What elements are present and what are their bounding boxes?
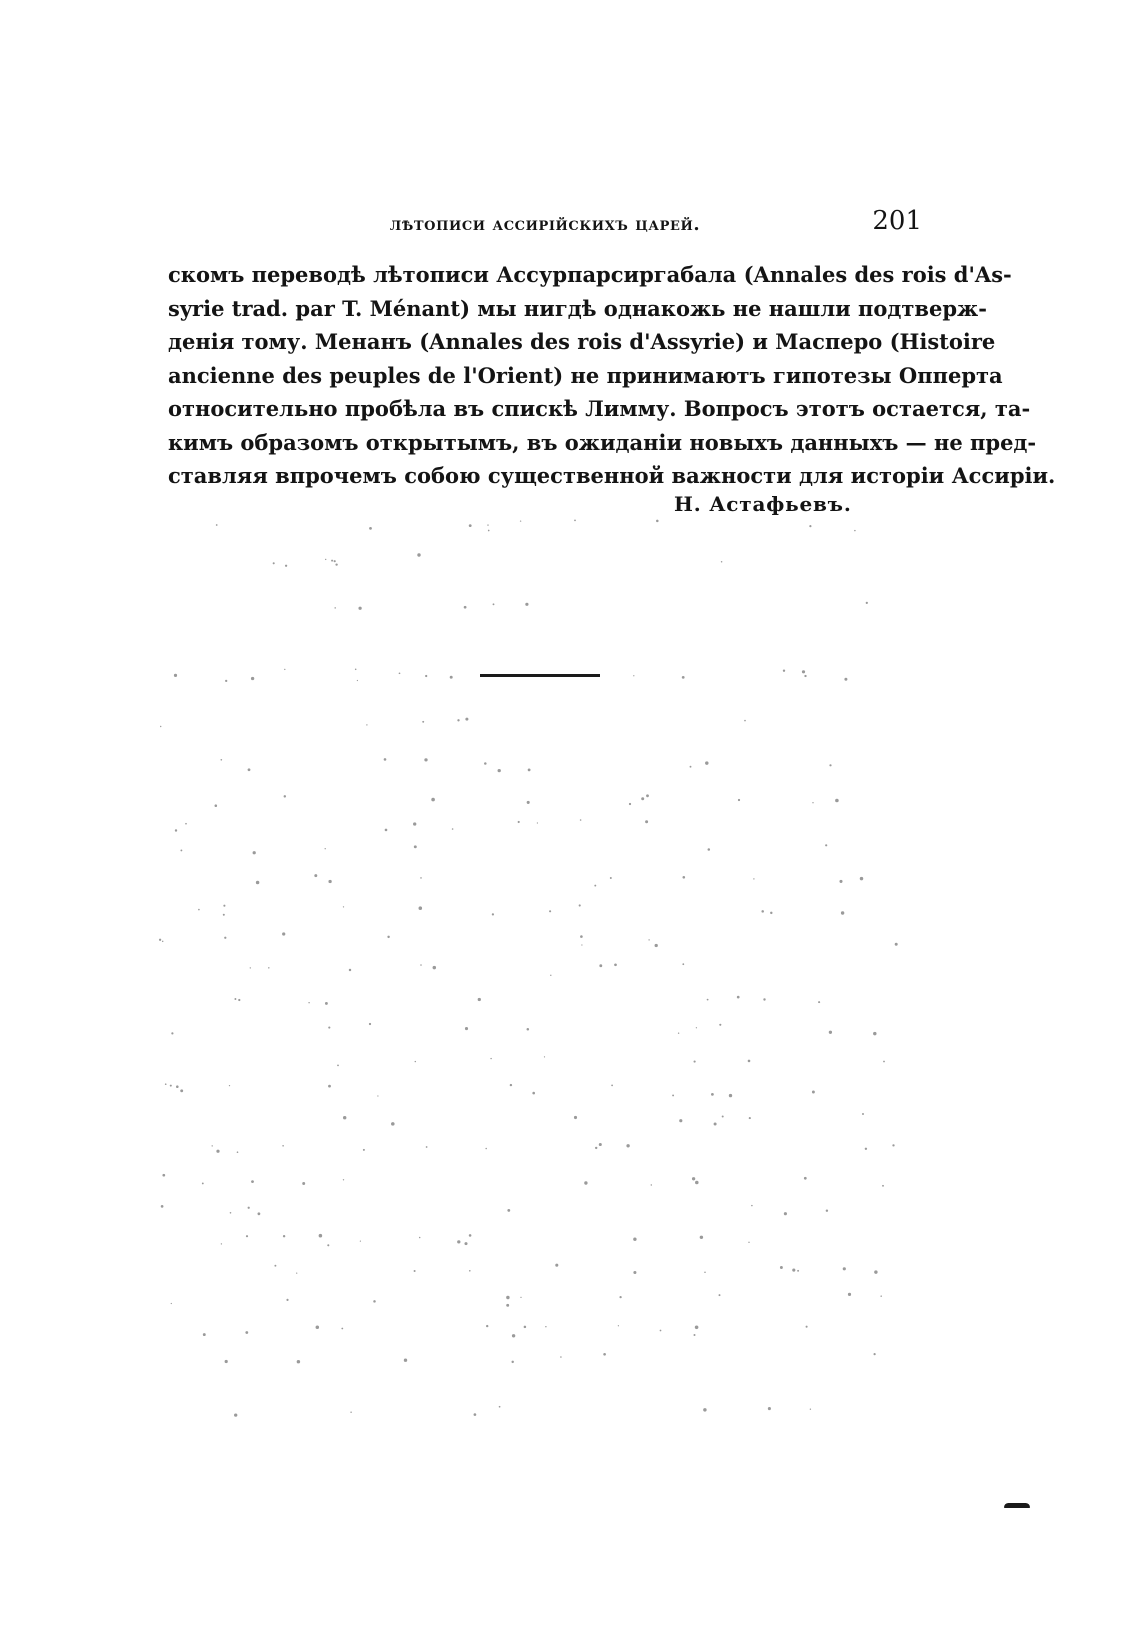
page-number: 201 <box>872 206 922 236</box>
speck <box>761 910 764 913</box>
speck <box>753 878 754 879</box>
speck <box>581 944 582 945</box>
body-paragraph <box>168 258 1056 493</box>
text-line: денія тому. Менанъ (Annales des rois d'Assyrie) и Масперо (Histoire <box>168 329 996 354</box>
speck <box>599 964 602 967</box>
speck <box>413 822 416 825</box>
speck <box>510 1084 512 1086</box>
speck <box>238 999 240 1001</box>
speck <box>826 1209 828 1211</box>
speck <box>492 913 494 915</box>
speck <box>848 1293 851 1296</box>
speck <box>719 1024 721 1026</box>
speck <box>424 758 427 761</box>
speck <box>422 721 424 723</box>
speck <box>486 1325 488 1327</box>
speck <box>331 560 333 562</box>
speck <box>282 932 285 935</box>
speck <box>528 768 531 771</box>
speck <box>841 911 844 914</box>
speck <box>802 670 805 673</box>
speck <box>854 530 855 531</box>
speck <box>327 1244 329 1246</box>
speck <box>579 904 581 906</box>
speck <box>829 1031 832 1034</box>
speck <box>705 761 708 764</box>
speck <box>302 1182 305 1185</box>
speck <box>223 905 225 907</box>
speck <box>707 999 709 1001</box>
speck <box>749 1117 751 1119</box>
speck <box>484 762 487 765</box>
speck <box>507 1209 510 1212</box>
speck <box>274 1265 276 1267</box>
speck <box>334 560 336 562</box>
speck <box>165 1083 167 1085</box>
speck <box>325 1002 328 1005</box>
speck <box>391 1122 395 1126</box>
running-head <box>168 206 922 240</box>
speck <box>420 877 422 879</box>
speck <box>308 1002 309 1003</box>
speck <box>714 1123 717 1126</box>
speck <box>694 1061 696 1063</box>
speck <box>160 726 161 727</box>
speck <box>216 1150 219 1153</box>
speck <box>162 941 163 942</box>
speck <box>524 1326 527 1329</box>
speck <box>202 1182 204 1184</box>
speck <box>648 939 649 940</box>
speck <box>525 603 528 606</box>
speck <box>711 1093 714 1096</box>
speck <box>414 1270 416 1272</box>
speck <box>256 881 260 885</box>
speck <box>469 1270 471 1272</box>
speck <box>258 1212 261 1215</box>
speck <box>171 1032 173 1034</box>
speck <box>285 565 287 567</box>
speck <box>655 944 658 947</box>
speck <box>704 1272 706 1274</box>
speck <box>744 720 746 722</box>
speck <box>363 1149 365 1151</box>
text-line: ставляя впрочемъ собою существенной важности для исторіи Ассиріи. <box>168 463 1056 488</box>
speck <box>343 1116 346 1119</box>
speck <box>633 1271 636 1274</box>
speck <box>506 1304 509 1307</box>
speck <box>892 1144 894 1146</box>
speck <box>457 1240 460 1243</box>
speck <box>682 963 684 965</box>
speck <box>804 1177 807 1180</box>
speck <box>469 1234 472 1237</box>
speck <box>485 1148 487 1150</box>
speck <box>656 520 659 523</box>
speck <box>809 525 811 527</box>
speck <box>683 876 686 879</box>
speck <box>763 998 765 1000</box>
speck <box>248 1207 250 1209</box>
speck <box>419 1237 421 1239</box>
speck <box>818 1001 820 1003</box>
speck <box>369 527 372 530</box>
speck <box>594 885 596 887</box>
speck <box>874 1353 876 1355</box>
speck <box>737 996 740 999</box>
speck <box>703 1408 706 1411</box>
speck <box>646 794 649 797</box>
speck <box>349 969 351 971</box>
speck <box>198 909 200 911</box>
speck <box>245 1331 248 1334</box>
speck <box>450 676 453 679</box>
speck <box>387 936 389 938</box>
speck <box>341 1328 343 1330</box>
speck <box>296 1272 297 1273</box>
speck <box>425 675 427 677</box>
speck <box>537 822 538 823</box>
speck <box>610 877 612 879</box>
speck <box>487 524 488 525</box>
speck <box>426 1146 428 1148</box>
speck <box>224 937 226 939</box>
speck <box>337 1065 339 1067</box>
speck <box>343 1179 344 1180</box>
speck <box>319 1234 323 1238</box>
speck <box>770 912 772 914</box>
speck <box>316 1326 320 1330</box>
speck <box>835 799 839 803</box>
speck <box>229 1085 230 1086</box>
speck <box>358 607 361 610</box>
speck <box>171 1303 172 1304</box>
speck <box>490 1058 491 1059</box>
speck <box>170 1085 172 1087</box>
speck <box>325 559 326 560</box>
speck <box>465 1027 468 1030</box>
speck <box>237 1151 239 1153</box>
speck <box>452 828 454 830</box>
speck <box>797 1270 799 1272</box>
speck <box>618 1325 619 1326</box>
speck <box>180 1089 183 1092</box>
speck <box>768 1407 771 1410</box>
speck <box>431 798 435 802</box>
speck <box>457 719 459 721</box>
speck <box>682 676 685 679</box>
speck <box>843 1267 846 1270</box>
speck <box>784 1212 787 1215</box>
speck <box>417 553 420 556</box>
speck <box>350 1412 351 1413</box>
speck <box>225 680 227 682</box>
text-line: относительно пробѣла въ спискѣ Лимму. Вопросъ этотъ остается, та- <box>168 396 1031 421</box>
speck <box>812 802 813 803</box>
speck <box>810 1409 811 1410</box>
speck <box>806 1326 808 1328</box>
speck <box>690 766 692 768</box>
speck <box>328 1085 331 1088</box>
speck <box>748 1060 751 1063</box>
speck <box>544 1056 545 1057</box>
speck <box>325 848 326 849</box>
speck <box>580 819 582 821</box>
speck <box>783 670 785 672</box>
speck <box>729 1094 732 1097</box>
speck <box>780 1266 783 1269</box>
speck <box>248 768 251 771</box>
speck <box>633 675 634 676</box>
speck <box>866 602 868 604</box>
author-signature: Н. Астафьевъ. <box>674 492 852 516</box>
speck <box>882 1185 884 1187</box>
speck <box>469 524 472 527</box>
speck <box>751 1205 752 1206</box>
speck <box>895 943 898 946</box>
speck <box>595 1147 597 1149</box>
speck <box>253 851 256 854</box>
speck <box>672 1094 674 1096</box>
speck <box>220 759 222 761</box>
speck <box>273 562 275 564</box>
speck <box>419 906 423 910</box>
speck <box>250 967 251 968</box>
speck <box>812 1091 815 1094</box>
speck <box>641 797 644 800</box>
speck <box>251 677 254 680</box>
running-title: лѣтописи ассирійскихъ царей. <box>389 214 701 235</box>
speck <box>693 1334 695 1336</box>
speck <box>478 998 481 1001</box>
speck <box>629 803 631 805</box>
speck <box>230 1212 232 1214</box>
speck <box>286 1299 288 1301</box>
speck <box>611 1085 613 1087</box>
speck <box>865 1148 867 1150</box>
speck <box>404 1359 407 1362</box>
speck <box>211 1145 212 1146</box>
speck <box>506 1296 509 1299</box>
speck <box>532 1092 535 1095</box>
speck <box>174 674 177 677</box>
speck <box>360 1241 361 1242</box>
speck <box>512 1334 515 1337</box>
speck <box>355 669 357 671</box>
speck <box>626 1144 629 1147</box>
speck <box>464 606 467 609</box>
speck <box>860 877 863 880</box>
speck <box>695 1181 699 1185</box>
speck <box>488 530 490 532</box>
speck <box>328 1027 330 1029</box>
speck <box>465 718 468 721</box>
speck <box>216 524 218 526</box>
speck <box>415 1061 416 1062</box>
speck <box>574 1116 577 1119</box>
speck <box>221 1243 222 1244</box>
speck <box>251 1180 254 1183</box>
speck <box>829 764 831 766</box>
speck <box>203 1333 206 1336</box>
speck <box>161 1205 164 1208</box>
speck <box>679 1119 682 1122</box>
speck <box>334 607 336 609</box>
speck <box>385 829 388 832</box>
speck <box>580 935 583 938</box>
speck <box>738 799 740 801</box>
speck <box>748 1242 749 1243</box>
speck <box>498 769 501 772</box>
speck <box>645 820 648 823</box>
speck <box>162 1174 165 1177</box>
speck <box>708 848 711 851</box>
speck <box>384 758 387 761</box>
speck <box>651 1184 652 1185</box>
speck <box>584 1181 587 1184</box>
speck <box>633 1238 636 1241</box>
speck <box>549 910 551 912</box>
speck <box>844 678 847 681</box>
speck <box>284 669 285 670</box>
speck <box>474 1413 477 1416</box>
speck <box>377 1095 378 1096</box>
speck <box>722 1115 724 1117</box>
speck <box>185 823 187 825</box>
speck <box>874 1270 877 1273</box>
speck <box>366 724 367 725</box>
text-line: скомъ переводѣ лѣтописи Ассурпарсиргабала (Annales des rois d'As- <box>168 262 1012 287</box>
speck <box>369 1023 371 1025</box>
speck <box>719 1294 721 1296</box>
speck <box>574 520 576 522</box>
speck <box>555 1264 558 1267</box>
section-divider <box>480 674 600 677</box>
speck <box>839 880 842 883</box>
speck <box>883 1061 885 1063</box>
speck <box>297 1360 300 1363</box>
speck <box>700 1236 703 1239</box>
speck <box>520 1297 521 1298</box>
speck <box>721 561 723 563</box>
speck <box>180 849 182 851</box>
speck <box>880 1295 882 1297</box>
speck <box>464 1242 467 1245</box>
speck <box>511 1361 513 1363</box>
speck <box>433 966 436 969</box>
text-line: кимъ образомъ открытымъ, въ ожиданіи новыхъ данныхъ — не пред- <box>168 429 1037 455</box>
speck <box>550 975 551 976</box>
speck <box>159 939 161 941</box>
speck <box>695 1326 699 1330</box>
speck <box>234 998 236 1000</box>
speck <box>343 906 344 907</box>
speck <box>527 1028 530 1031</box>
speck <box>520 520 521 521</box>
speck <box>399 672 401 674</box>
speck <box>527 801 530 804</box>
speck <box>825 844 827 846</box>
speck <box>614 963 617 966</box>
speck <box>862 1113 864 1115</box>
speck <box>282 1145 284 1147</box>
speck <box>499 1406 501 1408</box>
speck <box>599 1143 602 1146</box>
speck <box>560 1356 562 1358</box>
speck <box>234 1413 237 1416</box>
speck <box>284 795 286 797</box>
speck <box>373 1300 376 1303</box>
speck <box>804 675 806 677</box>
speck <box>619 1296 621 1298</box>
speck <box>283 1235 285 1237</box>
speck <box>545 1326 546 1327</box>
speck <box>175 829 177 831</box>
speck <box>792 1269 795 1272</box>
speck <box>678 1033 679 1034</box>
speck <box>268 967 269 968</box>
speck <box>215 804 218 807</box>
speck <box>696 1027 697 1028</box>
speck <box>873 1032 876 1035</box>
speck <box>335 563 337 565</box>
speck <box>692 1177 695 1180</box>
speck <box>223 914 225 916</box>
speck <box>518 821 520 823</box>
speck <box>493 603 495 605</box>
speck <box>314 874 317 877</box>
text-line: ancienne des peuples de l'Orient) не принимаютъ гипотезы Опперта <box>168 362 1003 388</box>
speck <box>328 880 331 883</box>
speck <box>357 680 358 681</box>
speck <box>225 1360 228 1363</box>
text-line: syrie trad. par T. Ménant) мы нигдѣ однакожь не нашли подтверж- <box>168 295 987 321</box>
speck <box>420 964 422 966</box>
speck <box>246 1235 248 1237</box>
speck <box>603 1353 606 1356</box>
speck <box>414 845 417 848</box>
print-mark <box>1004 1503 1030 1508</box>
speck <box>176 1085 179 1088</box>
speck <box>660 1330 662 1332</box>
